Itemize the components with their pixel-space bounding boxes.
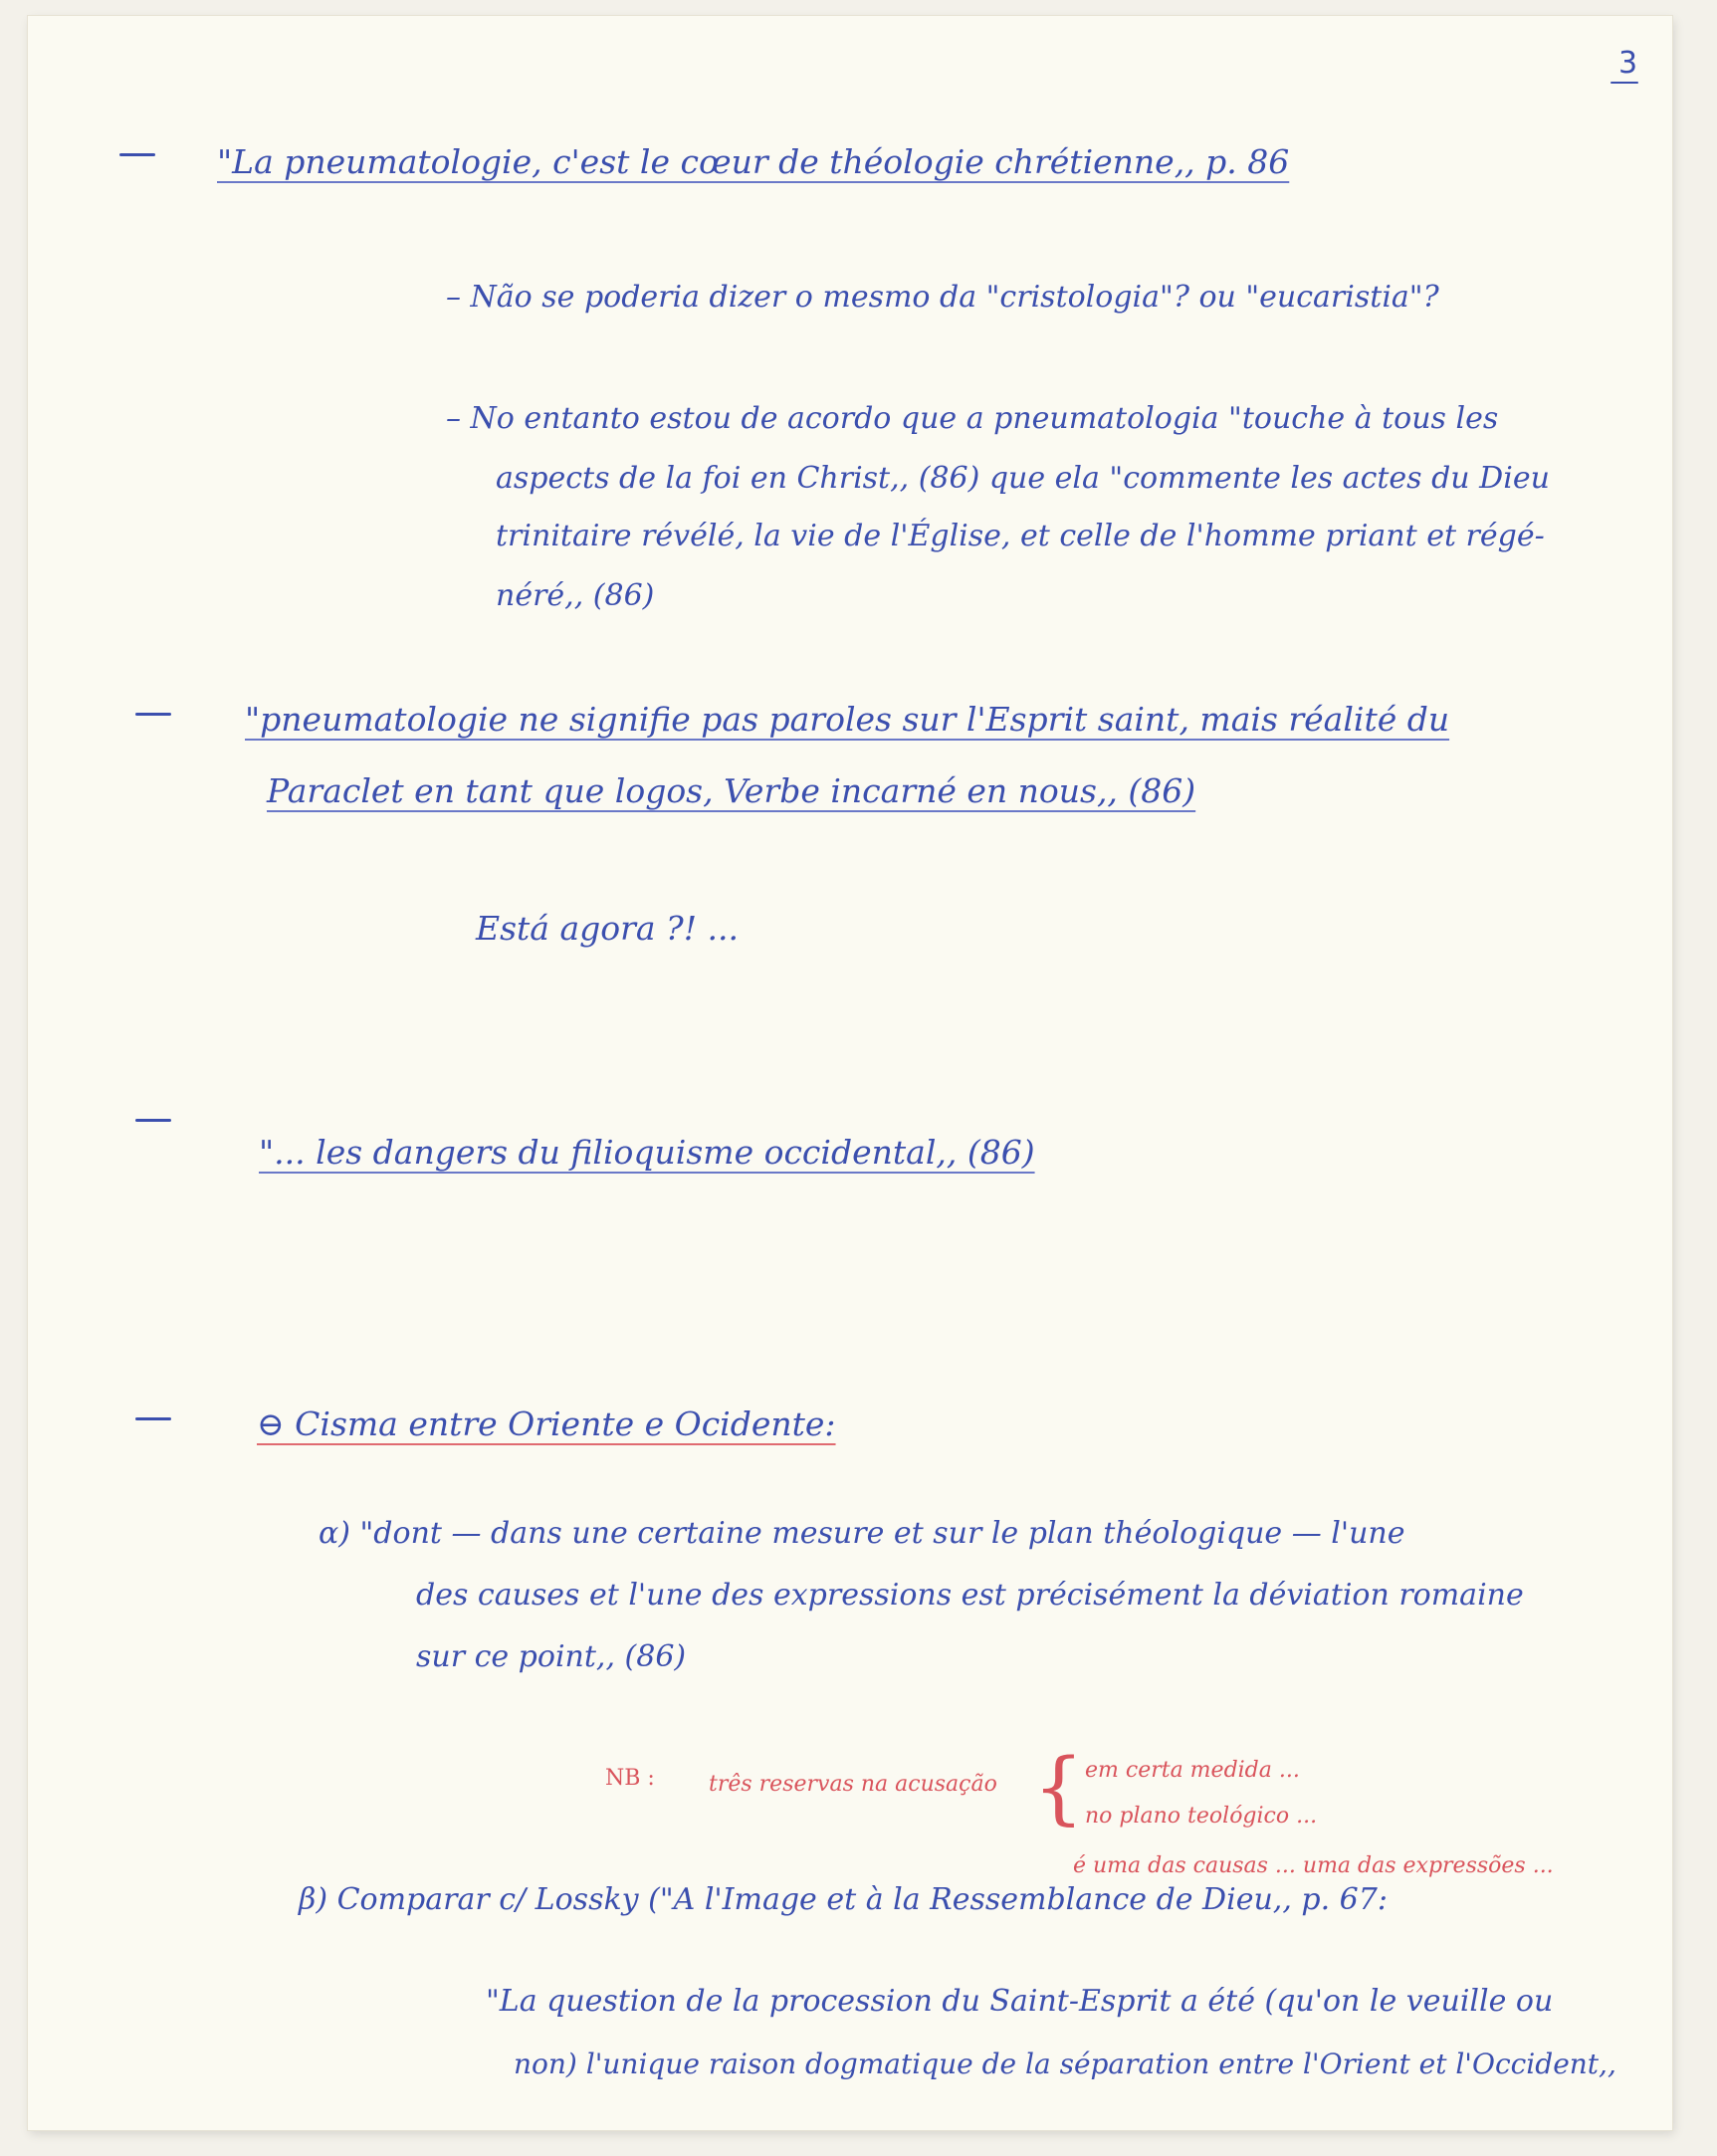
- comment-entanto-line3: trinitaire révélé, la vie de l'Église, et celle de l'homme priant et régé-: [496, 519, 1545, 553]
- nb-item-3: é uma das causas ... uma das expressões ...: [1073, 1853, 1554, 1878]
- remark-esta-agora: Está agora ?! ...: [476, 909, 739, 948]
- alpha-line3: sur ce point,, (86): [416, 1639, 687, 1674]
- bullet-dash: [135, 713, 171, 716]
- comment-cristologia: – Não se poderia dizer o mesmo da "cristologia"? ou "eucaristia"?: [446, 280, 1439, 315]
- nb-text: três reservas na acusação: [709, 1772, 997, 1797]
- comment-entanto-line1: – No entanto estou de acordo que a pneumatologia "touche à tous les: [446, 401, 1499, 436]
- manuscript-page: [28, 16, 1672, 2130]
- bullet-dash: [135, 1119, 171, 1122]
- nb-item-2: no plano teológico ...: [1085, 1804, 1318, 1829]
- comment-entanto-line2: aspects de la foi en Christ,, (86) que ela "commente les actes du Dieu: [496, 461, 1550, 496]
- nb-label: NB :: [605, 1766, 655, 1791]
- beta-quote-line1: "La question de la procession du Saint-Esprit a été (qu'on le veuille ou: [486, 1984, 1554, 2019]
- quote-pneumatologie-signifie-l2: Paraclet en tant que logos, Verbe incarné en nous,, (86): [267, 771, 1196, 810]
- quote-dangers-filioquisme: "... les dangers du filioquisme occidental,, (86): [259, 1133, 1035, 1172]
- nb-brace: {: [1033, 1741, 1084, 1833]
- bullet-dash: [119, 153, 155, 156]
- nb-item-1: em certa medida ...: [1085, 1758, 1300, 1783]
- heading-cisma-oriente-ocidente: ⊖ Cisma entre Oriente e Ocidente:: [257, 1404, 836, 1443]
- alpha-line2: des causes et l'une des expressions est précisément la déviation romaine: [416, 1578, 1524, 1613]
- page-number: 3: [1618, 46, 1638, 81]
- page-number-underline: [1610, 82, 1638, 84]
- alpha-line1: α) "dont — dans une certaine mesure et sur le plan théologique — l'une: [319, 1516, 1405, 1551]
- beta-line1: β) Comparar c/ Lossky ("A l'Image et à la Ressemblance de Dieu,, p. 67:: [299, 1882, 1388, 1917]
- quote-pneumatologie-signifie-l1: "pneumatologie ne signifie pas paroles sur l'Esprit saint, mais réalité du: [245, 700, 1450, 739]
- beta-quote-line2: non) l'unique raison dogmatique de la séparation entre l'Orient et l'Occident,,: [514, 2048, 1616, 2080]
- quote-pneumatologie-coeur: "La pneumatologie, c'est le cœur de théologie chrétienne,, p. 86: [217, 142, 1290, 181]
- bullet-dash: [135, 1417, 171, 1420]
- comment-entanto-line4: néré,, (86): [496, 578, 655, 613]
